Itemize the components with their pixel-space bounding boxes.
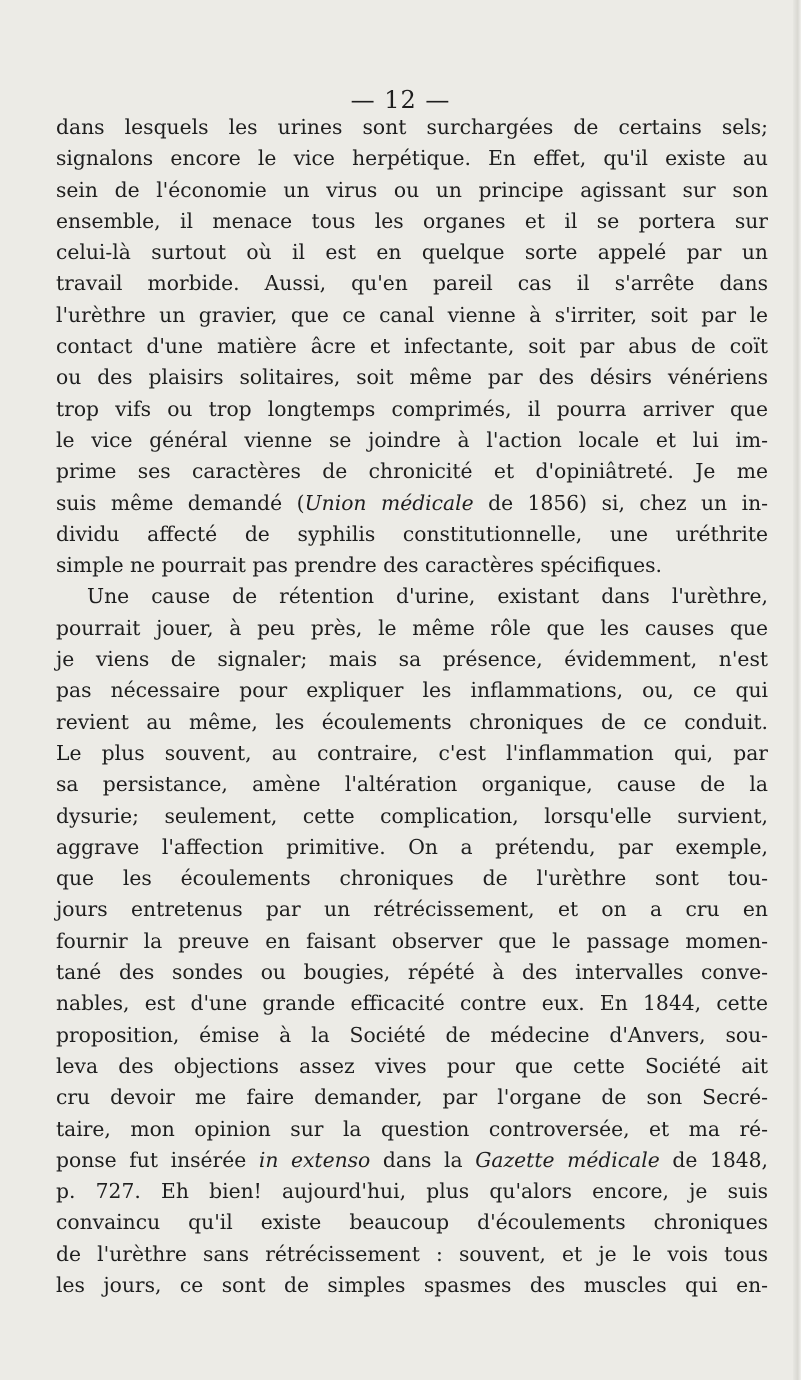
text-line: cru devoir me faire demander, par l'organe de son Secré- — [56, 1085, 768, 1110]
text-line: leva des objections assez vives pour que cette Société ait — [56, 1053, 768, 1078]
text-line: trop vifs ou trop longtemps comprimés, il pourra arriver que — [56, 396, 768, 421]
body-text — [56, 112, 768, 1301]
text-line: jours entretenus par un rétrécissement, et on a cru en — [56, 897, 768, 922]
text-line: travail morbide. Aussi, qu'en pareil cas il s'arrête dans — [56, 271, 768, 296]
paragraph-start-line: Une cause de rétention d'urine, existant dans l'urèthre, — [87, 584, 768, 609]
text-line — [56, 488, 768, 519]
text-segment: dans la — [370, 1147, 476, 1172]
text-segment: de 1848, — [659, 1147, 768, 1172]
latin-phrase: in extenso — [258, 1147, 371, 1172]
text-line: nables, est d'une grande efficacité contre eux. En 1844, cette — [56, 991, 768, 1016]
text-line: sa persistance, amène l'altération organique, cause de la — [56, 772, 768, 797]
text-line: dysurie; seulement, cette complication, lorsqu'elle survient, — [56, 803, 768, 828]
text-line: le vice général vienne se joindre à l'action locale et lui im- — [56, 427, 768, 452]
text-line: p. 727. Eh bien! aujourd'hui, plus qu'alors encore, je suis — [56, 1179, 768, 1204]
text-line: contact d'une matière âcre et infectante, soit par abus de coït — [56, 334, 768, 359]
text-line: je viens de signaler; mais sa présence, évidemment, n'est — [56, 647, 768, 672]
text-line: Le plus souvent, au contraire, c'est l'inflammation qui, par — [56, 740, 768, 765]
text-line: l'urèthre un gravier, que ce canal vienne à s'irriter, soit par le — [56, 302, 768, 327]
text-line: pas nécessaire pour expliquer les inflammations, ou, ce qui — [56, 678, 768, 703]
text-segment: ponse fut insérée — [56, 1147, 259, 1172]
text-line: proposition, émise à la Société de médecine d'Anvers, sou- — [56, 1022, 768, 1047]
text-line: revient au même, les écoulements chroniques de ce conduit. — [56, 709, 768, 734]
text-line: ensemble, il menace tous les organes et il se portera sur — [56, 208, 768, 233]
text-line: ou des plaisirs solitaires, soit même par des désirs vénériens — [56, 365, 768, 390]
text-line: signalons encore le vice herpétique. En effet, qu'il existe au — [56, 146, 768, 171]
text-line: dans lesquels les urines sont surchargées de certains sels; — [56, 115, 768, 139]
text-line: de l'urèthre sans rétrécissement : souvent, et je le vois tous — [56, 1241, 768, 1266]
page-number: — 12 — — [350, 86, 451, 114]
text-line: taire, mon opinion sur la question controversée, et ma ré- — [56, 1116, 768, 1141]
text-segment: de 1856) si, chez un in- — [473, 490, 768, 515]
text-line: celui-là surtout où il est en quelque sorte appelé par un — [56, 240, 768, 265]
journal-title: Union médicale — [304, 490, 474, 515]
text-line: que les écoulements chroniques de l'urèthre sont tou- — [56, 866, 768, 891]
text-line: prime ses caractères de chronicité et d'opiniâtreté. Je me — [56, 459, 768, 484]
text-line — [56, 1145, 768, 1176]
text-line: tané des sondes ou bougies, répété à des intervalles conve- — [56, 960, 768, 985]
text-line: sein de l'économie un virus ou un principe agissant sur son — [56, 177, 768, 202]
page-edge — [793, 0, 801, 1380]
text-line: les jours, ce sont de simples spasmes des muscles qui en- — [56, 1272, 768, 1297]
text-line: simple ne pourrait pas prendre des caractères spécifiques. — [56, 553, 662, 578]
text-line: aggrave l'affection primitive. On a prétendu, par exemple, — [56, 834, 768, 859]
text-line: convaincu qu'il existe beaucoup d'écoulements chroniques — [56, 1210, 768, 1235]
text-line: dividu affecté de syphilis constitutionnelle, une uréthrite — [56, 521, 768, 546]
text-line: pourrait jouer, à peu près, le même rôle que les causes que — [56, 615, 768, 640]
text-segment: suis même demandé ( — [56, 490, 305, 515]
text-line: fournir la preuve en faisant observer que le passage momen- — [56, 928, 768, 953]
journal-title: Gazette médicale — [475, 1147, 660, 1172]
